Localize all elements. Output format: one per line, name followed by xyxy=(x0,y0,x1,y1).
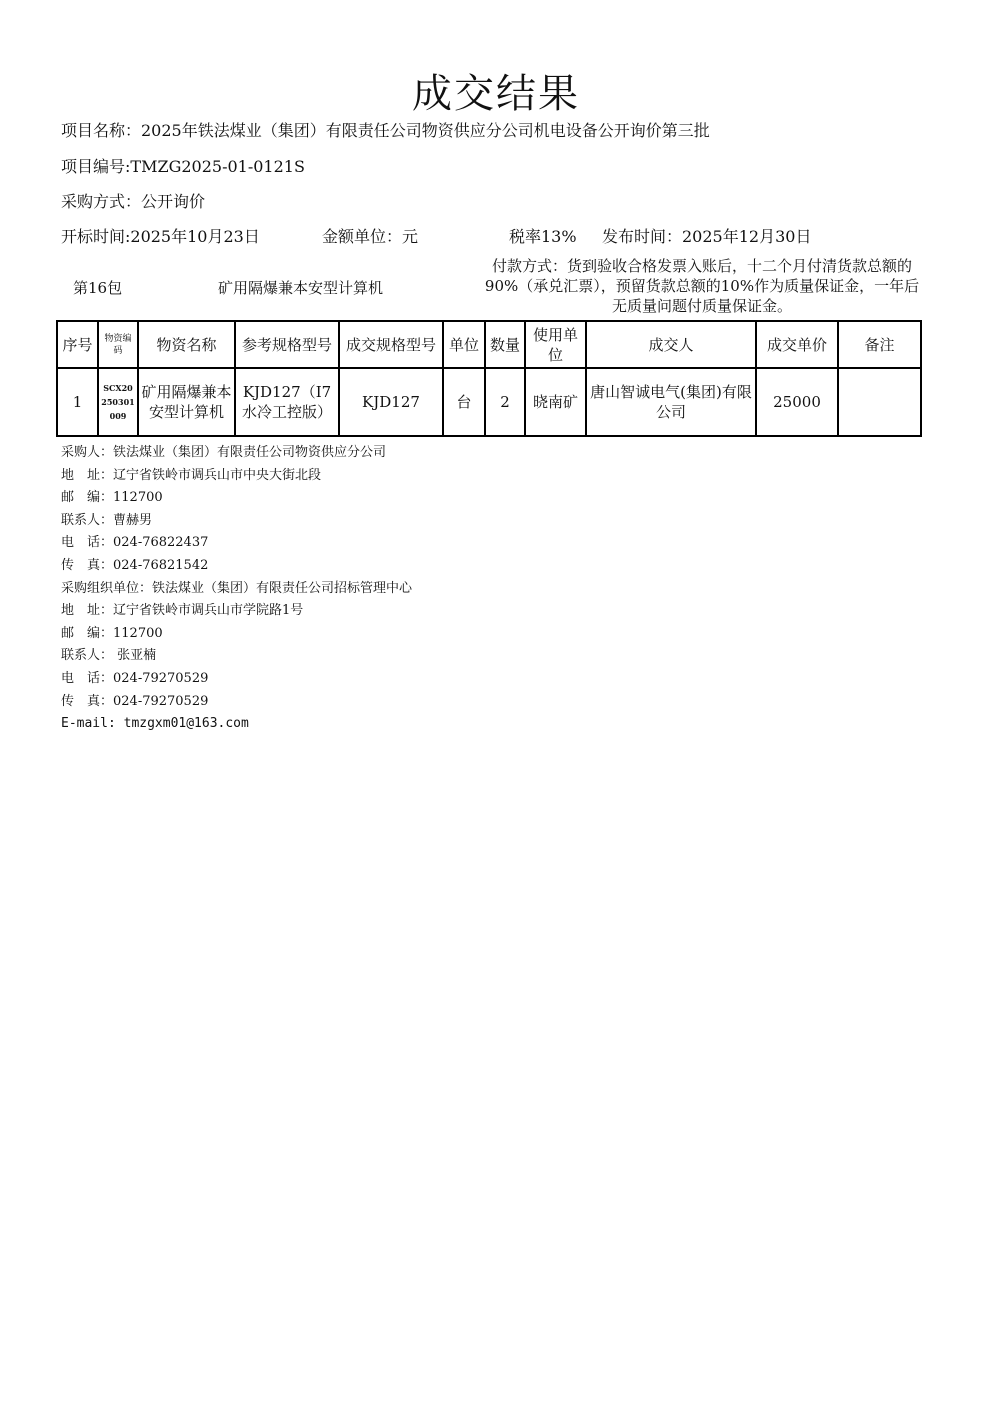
publish-time: 发布时间：2025年12月30日 xyxy=(602,227,812,246)
email-line: E-mail: tmzgxm01@163.com xyxy=(61,716,249,732)
table-cell: 2 xyxy=(485,368,525,436)
table-cell xyxy=(838,368,921,436)
result-table xyxy=(56,320,922,437)
bid-time: 开标时间:2025年10月23日 xyxy=(61,227,260,246)
contact-line: 传 真：024-76821542 xyxy=(61,557,209,573)
tax-rate: 税率13% xyxy=(509,227,577,246)
contact-line: 采购组织单位：铁法煤业（集团）有限责任公司招标管理中心 xyxy=(61,580,413,596)
contact-info xyxy=(61,442,412,736)
contact-line: 邮 编：112700 xyxy=(61,625,163,641)
page-title: 成交结果 xyxy=(412,71,580,117)
table-row xyxy=(57,368,921,436)
package-number: 第16包 xyxy=(73,279,123,297)
header-cell: 物资名称 xyxy=(138,321,235,368)
header-cell: 备注 xyxy=(838,321,921,368)
package-name: 矿用隔爆兼本安型计算机 xyxy=(218,279,384,297)
header-cell: 数量 xyxy=(485,321,525,368)
contact-line: 联系人：曹赫男 xyxy=(61,512,153,528)
contact-line: 采购人：铁法煤业（集团）有限责任公司物资供应分公司 xyxy=(61,445,387,460)
table-cell: 25000 xyxy=(756,368,838,436)
contact-line: 联系人： 张亚楠 xyxy=(61,648,157,664)
payment-terms: 付款方式：货到验收合格发票入账后，十二个月付清货款总额的90%（承兑汇票），预留货款总额的10%作为质量保证金，一年后无质量问题付质量保证金。 xyxy=(484,257,920,315)
table-cell: 矿用隔爆兼本安型计算机 xyxy=(138,368,235,436)
contact-line: 邮 编：112700 xyxy=(61,490,163,506)
table-cell: 唐山智诚电气(集团)有限公司 xyxy=(586,368,756,436)
header-cell: 使用单位 xyxy=(525,321,586,368)
project-number: 项目编号:TMZG2025-01-0121S xyxy=(61,157,305,176)
table-cell: SCX20250301009 xyxy=(98,368,138,436)
table-cell: KJD127（I7水冷工控版） xyxy=(235,368,339,436)
header-cell: 序号 xyxy=(57,321,98,368)
table-cell: KJD127 xyxy=(339,368,443,436)
contact-line: 地 址：辽宁省铁岭市调兵山市学院路1号 xyxy=(61,603,304,619)
table-cell: 1 xyxy=(57,368,98,436)
purchase-method: 采购方式：公开询价 xyxy=(61,192,206,211)
project-name: 项目名称：2025年铁法煤业（集团）有限责任公司物资供应分公司机电设备公开询价第三批 xyxy=(61,121,710,140)
header-cell: 成交单价 xyxy=(756,321,838,368)
contact-line: 传 真：024-79270529 xyxy=(61,693,209,709)
contact-line: 电 话：024-76822437 xyxy=(61,535,209,551)
header-cell: 物资编码 xyxy=(98,321,138,368)
currency-unit: 金额单位：元 xyxy=(322,227,419,246)
table-cell: 晓南矿 xyxy=(525,368,586,436)
contact-line: 地 址：辽宁省铁岭市调兵山市中央大街北段 xyxy=(61,467,322,483)
header-cell: 单位 xyxy=(443,321,485,368)
table-header-row xyxy=(57,321,921,368)
header-cell: 参考规格型号 xyxy=(235,321,339,368)
header-cell: 成交规格型号 xyxy=(339,321,443,368)
contact-line: 电 话：024-79270529 xyxy=(61,670,209,686)
header-cell: 成交人 xyxy=(586,321,756,368)
table-cell: 台 xyxy=(443,368,485,436)
